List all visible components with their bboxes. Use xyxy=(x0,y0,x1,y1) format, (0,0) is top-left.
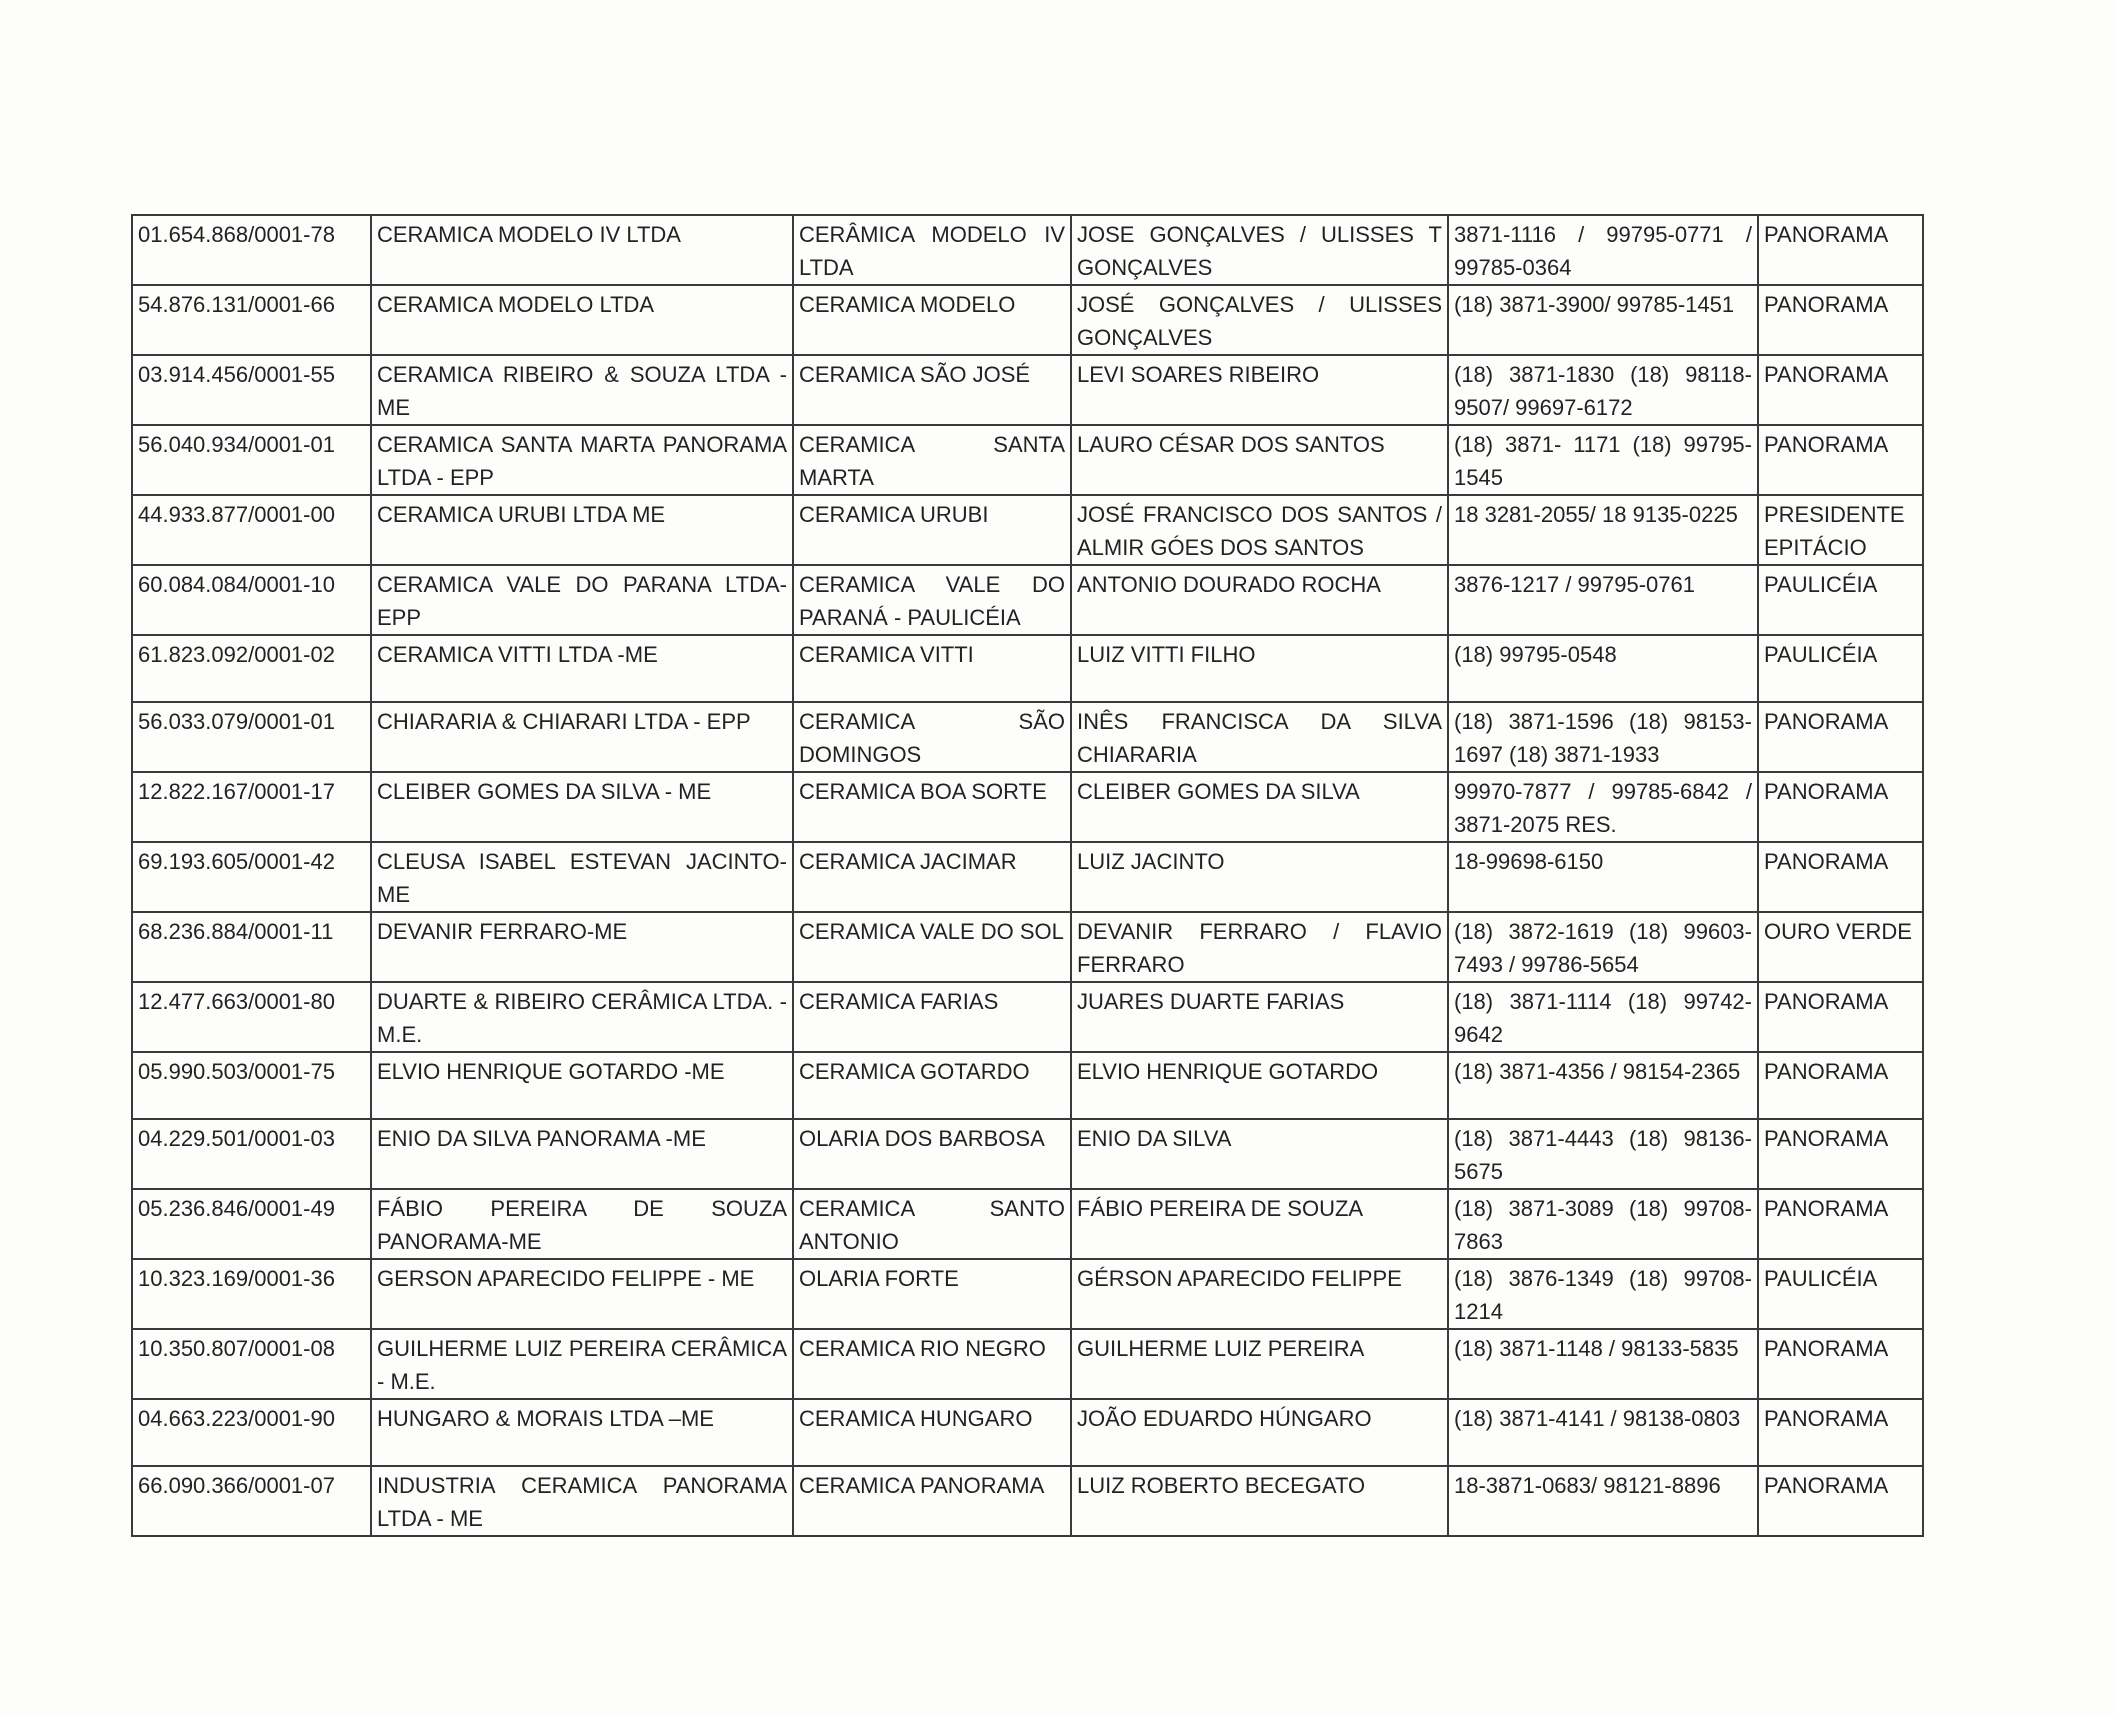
table-row xyxy=(132,1189,1923,1259)
phone-cell: (18) 3871-4356 / 98154-2365 xyxy=(1448,1052,1758,1119)
company-name-cell: HUNGARO & MORAIS LTDA –ME xyxy=(371,1399,793,1466)
cnpj-cell: 05.236.846/0001-49 xyxy=(132,1189,371,1259)
company-name-cell: CHIARARIA & CHIARARI LTDA - EPP xyxy=(371,702,793,772)
cnpj-cell: 60.084.084/0001-10 xyxy=(132,565,371,635)
trade-name-cell: CERAMICA RIO NEGRO xyxy=(793,1329,1071,1399)
company-name-cell: ENIO DA SILVA PANORAMA -ME xyxy=(371,1119,793,1189)
table-row xyxy=(132,495,1923,565)
phone-cell: 99970-7877 / 99785-6842 / 3871-2075 RES. xyxy=(1448,772,1758,842)
table-row xyxy=(132,1466,1923,1536)
city-cell: PANORAMA xyxy=(1758,425,1923,495)
cnpj-cell: 56.033.079/0001-01 xyxy=(132,702,371,772)
company-name-cell: ELVIO HENRIQUE GOTARDO -ME xyxy=(371,1052,793,1119)
trade-name-cell: CERAMICA VITTI xyxy=(793,635,1071,702)
city-cell: PANORAMA xyxy=(1758,1189,1923,1259)
cnpj-cell: 10.350.807/0001-08 xyxy=(132,1329,371,1399)
owner-cell: ANTONIO DOURADO ROCHA xyxy=(1071,565,1448,635)
trade-name-cell: CERAMICA MODELO xyxy=(793,285,1071,355)
phone-cell: (18) 3871-1148 / 98133-5835 xyxy=(1448,1329,1758,1399)
company-name-cell: CLEUSA ISABEL ESTEVAN JACINTO- ME xyxy=(371,842,793,912)
table-row xyxy=(132,1329,1923,1399)
city-cell: PANORAMA xyxy=(1758,215,1923,285)
cnpj-cell: 12.477.663/0001-80 xyxy=(132,982,371,1052)
phone-cell: 3871-1116 / 99795-0771 / 99785-0364 xyxy=(1448,215,1758,285)
company-name-cell: CERAMICA MODELO LTDA xyxy=(371,285,793,355)
city-cell: PAULICÉIA xyxy=(1758,1259,1923,1329)
table-row xyxy=(132,425,1923,495)
city-cell: PAULICÉIA xyxy=(1758,565,1923,635)
trade-name-cell: CERAMICA URUBI xyxy=(793,495,1071,565)
owner-cell: ENIO DA SILVA xyxy=(1071,1119,1448,1189)
cnpj-cell: 69.193.605/0001-42 xyxy=(132,842,371,912)
cnpj-cell: 10.323.169/0001-36 xyxy=(132,1259,371,1329)
company-name-cell: DEVANIR FERRARO-ME xyxy=(371,912,793,982)
phone-cell: (18) 3871-1114 (18) 99742-9642 xyxy=(1448,982,1758,1052)
owner-cell: LUIZ JACINTO xyxy=(1071,842,1448,912)
owner-cell: JUARES DUARTE FARIAS xyxy=(1071,982,1448,1052)
company-name-cell: CERAMICA RIBEIRO & SOUZA LTDA - ME xyxy=(371,355,793,425)
owner-cell: FÁBIO PEREIRA DE SOUZA xyxy=(1071,1189,1448,1259)
company-name-cell: INDUSTRIA CERAMICA PANORAMA LTDA - ME xyxy=(371,1466,793,1536)
trade-name-cell: CERAMICA GOTARDO xyxy=(793,1052,1071,1119)
owner-cell: LUIZ ROBERTO BECEGATO xyxy=(1071,1466,1448,1536)
phone-cell: (18) 3872-1619 (18) 99603-7493 / 99786-5654 xyxy=(1448,912,1758,982)
phone-cell: (18) 3871- 1171 (18) 99795-1545 xyxy=(1448,425,1758,495)
trade-name-cell: CERAMICA SÃO DOMINGOS xyxy=(793,702,1071,772)
cnpj-cell: 56.040.934/0001-01 xyxy=(132,425,371,495)
company-name-cell: CERAMICA URUBI LTDA ME xyxy=(371,495,793,565)
city-cell: OURO VERDE xyxy=(1758,912,1923,982)
company-name-cell: CERAMICA VITTI LTDA -ME xyxy=(371,635,793,702)
company-name-cell: CERAMICA MODELO IV LTDA xyxy=(371,215,793,285)
owner-cell: INÊS FRANCISCA DA SILVA CHIARARIA xyxy=(1071,702,1448,772)
city-cell: PANORAMA xyxy=(1758,982,1923,1052)
city-cell: PRESIDENTE EPITÁCIO xyxy=(1758,495,1923,565)
trade-name-cell: CERAMICA BOA SORTE xyxy=(793,772,1071,842)
owner-cell: ELVIO HENRIQUE GOTARDO xyxy=(1071,1052,1448,1119)
trade-name-cell: OLARIA FORTE xyxy=(793,1259,1071,1329)
cnpj-cell: 61.823.092/0001-02 xyxy=(132,635,371,702)
cnpj-cell: 68.236.884/0001-11 xyxy=(132,912,371,982)
table-row xyxy=(132,1052,1923,1119)
city-cell: PANORAMA xyxy=(1758,772,1923,842)
trade-name-cell: CERAMICA JACIMAR xyxy=(793,842,1071,912)
trade-name-cell: CERAMICA SANTO ANTONIO xyxy=(793,1189,1071,1259)
trade-name-cell: CERAMICA FARIAS xyxy=(793,982,1071,1052)
owner-cell: LAURO CÉSAR DOS SANTOS xyxy=(1071,425,1448,495)
cnpj-cell: 66.090.366/0001-07 xyxy=(132,1466,371,1536)
phone-cell: 3876-1217 / 99795-0761 xyxy=(1448,565,1758,635)
phone-cell: (18) 99795-0548 xyxy=(1448,635,1758,702)
owner-cell: GÉRSON APARECIDO FELIPPE xyxy=(1071,1259,1448,1329)
owner-cell: LEVI SOARES RIBEIRO xyxy=(1071,355,1448,425)
owner-cell: CLEIBER GOMES DA SILVA xyxy=(1071,772,1448,842)
trade-name-cell: CERAMICA HUNGARO xyxy=(793,1399,1071,1466)
city-cell: PANORAMA xyxy=(1758,1119,1923,1189)
city-cell: PANORAMA xyxy=(1758,702,1923,772)
table-row xyxy=(132,772,1923,842)
owner-cell: JOSÉ GONÇALVES / ULISSES GONÇALVES xyxy=(1071,285,1448,355)
company-name-cell: CERAMICA SANTA MARTA PANORAMA LTDA - EPP xyxy=(371,425,793,495)
owner-cell: JOÃO EDUARDO HÚNGARO xyxy=(1071,1399,1448,1466)
company-name-cell: DUARTE & RIBEIRO CERÂMICA LTDA. - M.E. xyxy=(371,982,793,1052)
phone-cell: (18) 3876-1349 (18) 99708-1214 xyxy=(1448,1259,1758,1329)
table-row xyxy=(132,215,1923,285)
city-cell: PANORAMA xyxy=(1758,355,1923,425)
city-cell: PANORAMA xyxy=(1758,1466,1923,1536)
cnpj-cell: 54.876.131/0001-66 xyxy=(132,285,371,355)
table-row xyxy=(132,355,1923,425)
table-row xyxy=(132,1119,1923,1189)
phone-cell: (18) 3871-4443 (18) 98136-5675 xyxy=(1448,1119,1758,1189)
cnpj-cell: 04.663.223/0001-90 xyxy=(132,1399,371,1466)
cnpj-cell: 01.654.868/0001-78 xyxy=(132,215,371,285)
company-name-cell: GERSON APARECIDO FELIPPE - ME xyxy=(371,1259,793,1329)
company-name-cell: FÁBIO PEREIRA DE SOUZA PANORAMA-ME xyxy=(371,1189,793,1259)
table-row xyxy=(132,285,1923,355)
cnpj-cell: 44.933.877/0001-00 xyxy=(132,495,371,565)
city-cell: PANORAMA xyxy=(1758,1329,1923,1399)
city-cell: PANORAMA xyxy=(1758,842,1923,912)
city-cell: PANORAMA xyxy=(1758,1399,1923,1466)
table-row xyxy=(132,1399,1923,1466)
owner-cell: LUIZ VITTI FILHO xyxy=(1071,635,1448,702)
trade-name-cell: CERÂMICA MODELO IV LTDA xyxy=(793,215,1071,285)
trade-name-cell: OLARIA DOS BARBOSA xyxy=(793,1119,1071,1189)
cnpj-cell: 03.914.456/0001-55 xyxy=(132,355,371,425)
table-row xyxy=(132,702,1923,772)
phone-cell: (18) 3871-4141 / 98138-0803 xyxy=(1448,1399,1758,1466)
phone-cell: (18) 3871-3900/ 99785-1451 xyxy=(1448,285,1758,355)
trade-name-cell: CERAMICA PANORAMA xyxy=(793,1466,1071,1536)
trade-name-cell: CERAMICA SANTA MARTA xyxy=(793,425,1071,495)
owner-cell: GUILHERME LUIZ PEREIRA xyxy=(1071,1329,1448,1399)
phone-cell: 18-99698-6150 xyxy=(1448,842,1758,912)
table-body xyxy=(132,215,1923,1536)
owner-cell: JOSÉ FRANCISCO DOS SANTOS / ALMIR GÓES DOS SANTOS xyxy=(1071,495,1448,565)
table-row xyxy=(132,842,1923,912)
company-name-cell: CERAMICA VALE DO PARANA LTDA-EPP xyxy=(371,565,793,635)
company-name-cell: GUILHERME LUIZ PEREIRA CERÂMICA - M.E. xyxy=(371,1329,793,1399)
table-row xyxy=(132,1259,1923,1329)
cnpj-cell: 05.990.503/0001-75 xyxy=(132,1052,371,1119)
table-row xyxy=(132,912,1923,982)
ceramics-registry-table xyxy=(131,214,1924,1537)
city-cell: PANORAMA xyxy=(1758,1052,1923,1119)
owner-cell: JOSE GONÇALVES / ULISSES T GONÇALVES xyxy=(1071,215,1448,285)
phone-cell: 18-3871-0683/ 98121-8896 xyxy=(1448,1466,1758,1536)
trade-name-cell: CERAMICA VALE DO SOL xyxy=(793,912,1071,982)
phone-cell: 18 3281-2055/ 18 9135-0225 xyxy=(1448,495,1758,565)
trade-name-cell: CERAMICA VALE DO PARANÁ - PAULICÉIA xyxy=(793,565,1071,635)
table-row xyxy=(132,982,1923,1052)
phone-cell: (18) 3871-1830 (18) 98118-9507/ 99697-6172 xyxy=(1448,355,1758,425)
phone-cell: (18) 3871-1596 (18) 98153-1697 (18) 3871-1933 xyxy=(1448,702,1758,772)
phone-cell: (18) 3871-3089 (18) 99708-7863 xyxy=(1448,1189,1758,1259)
cnpj-cell: 04.229.501/0001-03 xyxy=(132,1119,371,1189)
cnpj-cell: 12.822.167/0001-17 xyxy=(132,772,371,842)
trade-name-cell: CERAMICA SÃO JOSÉ xyxy=(793,355,1071,425)
table-row xyxy=(132,565,1923,635)
city-cell: PAULICÉIA xyxy=(1758,635,1923,702)
table-row xyxy=(132,635,1923,702)
owner-cell: DEVANIR FERRARO / FLAVIO FERRARO xyxy=(1071,912,1448,982)
company-name-cell: CLEIBER GOMES DA SILVA - ME xyxy=(371,772,793,842)
city-cell: PANORAMA xyxy=(1758,285,1923,355)
